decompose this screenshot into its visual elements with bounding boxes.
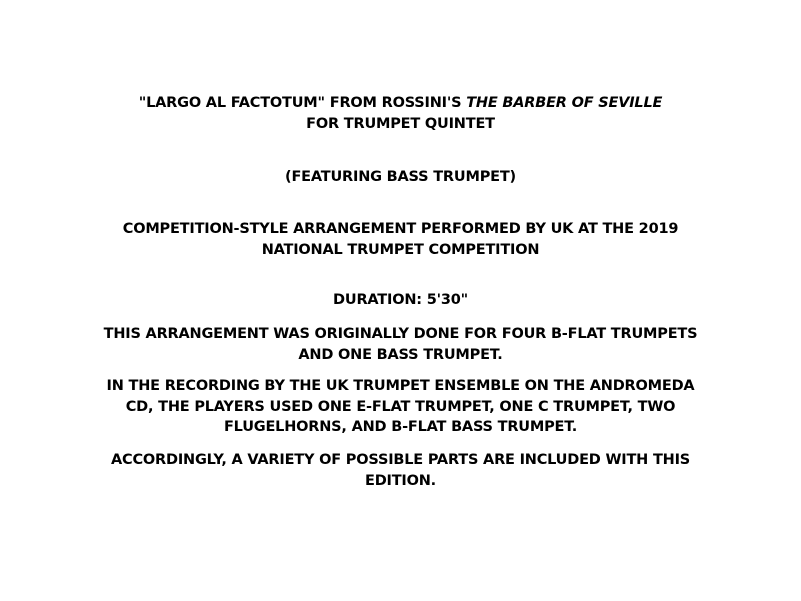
competition-line-2: NATIONAL TRUMPET COMPETITION — [261, 241, 540, 258]
title-line-1 — [60, 93, 741, 114]
parts-line-2: EDITION. — [365, 472, 436, 489]
original-line-2: AND ONE BASS TRUMPET. — [298, 346, 503, 363]
competition-block — [60, 219, 741, 260]
title-block — [60, 93, 741, 134]
competition-line-1: COMPETITION-STYLE ARRANGEMENT PERFORMED BY UK AT THE 2019 — [122, 221, 679, 237]
title-work-italic: THE BARBER OF SEVILLE — [466, 95, 663, 111]
recording-line-1: IN THE RECORDING BY THE UK TRUMPET ENSEMBLE ON THE ANDROMEDA — [106, 378, 695, 394]
recording-line-2: CD, THE PLAYERS USED ONE E-FLAT TRUMPET, ONE C TRUMPET, TWO — [125, 398, 676, 415]
original-line-1: THIS ARRANGEMENT WAS ORIGINALLY DONE FOR FOUR B-FLAT TRUMPETS — [103, 326, 698, 342]
recording-block — [60, 376, 741, 438]
parts-line-1: ACCORDINGLY, A VARIETY OF POSSIBLE PARTS ARE INCLUDED WITH THIS — [110, 452, 691, 468]
title-line-2: FOR TRUMPET QUINTET — [306, 115, 495, 132]
title-prefix: "LARGO AL FACTOTUM" FROM ROSSINI'S — [138, 95, 467, 111]
duration: DURATION: 5'30" — [333, 292, 468, 308]
original-block — [60, 324, 741, 365]
duration-block — [60, 290, 741, 311]
subtitle: (FEATURING BASS TRUMPET) — [285, 169, 516, 185]
subtitle-block — [60, 167, 741, 188]
recording-line-3: FLUGELHORNS, AND B-FLAT BASS TRUMPET. — [223, 419, 578, 435]
parts-block — [60, 450, 741, 491]
